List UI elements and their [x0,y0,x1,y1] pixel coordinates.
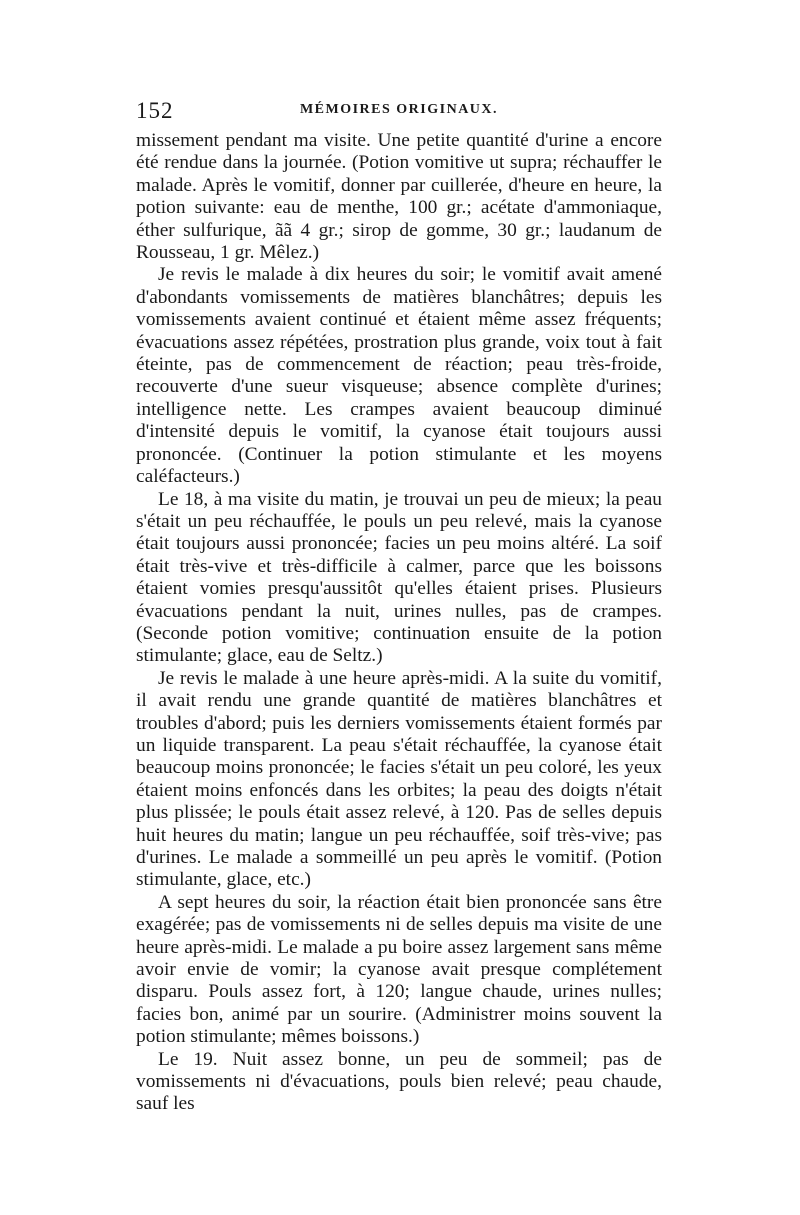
running-title: MÉMOIRES ORIGINAUX. [299,102,499,117]
running-head [136,98,662,124]
paragraph: Je revis le malade à dix heures du soir; le vomitif avait amené d'abondants vomissements de matières blanchâtres; depuis les vomissements avaient continué et étaient même assez fréquents; évacuations assez répétées, prostration plus grande, voix tout à fait éteinte, pas de commencement de réaction; peau très-froide, recouverte d'une sueur visqueuse; absence complète d'urines; intelligence nette. Les crampes avaient beaucoup diminué d'intensité depuis le vomitif, la cyanose était toujours aussi prononcée. (Continuer la potion stimulante et les moyens caléfacteurs.) [136,264,662,488]
paragraph-continuation: missement pendant ma visite. Une petite quantité d'urine a encore été rendue dans la journée. (Potion vomitive ut supra; réchauffer le malade. Après le vomitif, donner par cuillerée, d'heure en heure, la potion suivante: eau de menthe, 100 gr.; acétate d'ammoniaque, éther sulfurique, ãã 4 gr.; sirop de gomme, 30 gr.; laudanum de Rousseau, 1 gr. Mêlez.) [136,130,662,264]
paragraph: Le 18, à ma visite du matin, je trouvai un peu de mieux; la peau s'était un peu réchauffée, le pouls un peu relevé, mais la cyanose était toujours aussi prononcée; facies un peu moins altéré. La soif était très-vive et très-difficile à calmer, parce que les boissons étaient vomies presqu'aussitôt qu'elles étaient prises. Plusieurs évacuations pendant la nuit, urines nulles, pas de crampes. (Seconde potion vomitive; continuation ensuite de la potion stimulante; glace, eau de Seltz.) [136,488,662,667]
body-text [136,130,662,1116]
paragraph: A sept heures du soir, la réaction était bien prononcée sans être exagérée; pas de vomissements ni de selles depuis ma visite de une heure après-midi. Le malade a pu boire assez largement sans même avoir envie de vomir; la cyanose avait presque complétement disparu. Pouls assez fort, à 120; langue chaude, urines nulles; facies bon, animé par un sourire. (Administrer moins souvent la potion stimulante; mêmes boissons.) [136,891,662,1048]
paragraph: Je revis le malade à une heure après-midi. A la suite du vomitif, il avait rendu une grande quantité de matières blanchâtres et troubles d'abord; puis les derniers vomissements étaient formés par un liquide transparent. La peau s'était réchauffée, la cyanose était beaucoup moins prononcée; le facies s'était un peu coloré, les yeux étaient moins enfoncés dans les orbites; la peau des doigts n'était plus plissée; le pouls était assez relevé, à 120. Pas de selles depuis huit heures du matin; langue un peu réchauffée, soif très-vive; pas d'urines. Le malade a sommeillé un peu après le vomitif. (Potion stimulante, glace, etc.) [136,667,662,891]
paragraph: Le 19. Nuit assez bonne, un peu de sommeil; pas de vomissements ni d'évacuations, pouls bien relevé; peau chaude, sauf les [136,1048,662,1115]
page-number: 152 [136,98,174,123]
